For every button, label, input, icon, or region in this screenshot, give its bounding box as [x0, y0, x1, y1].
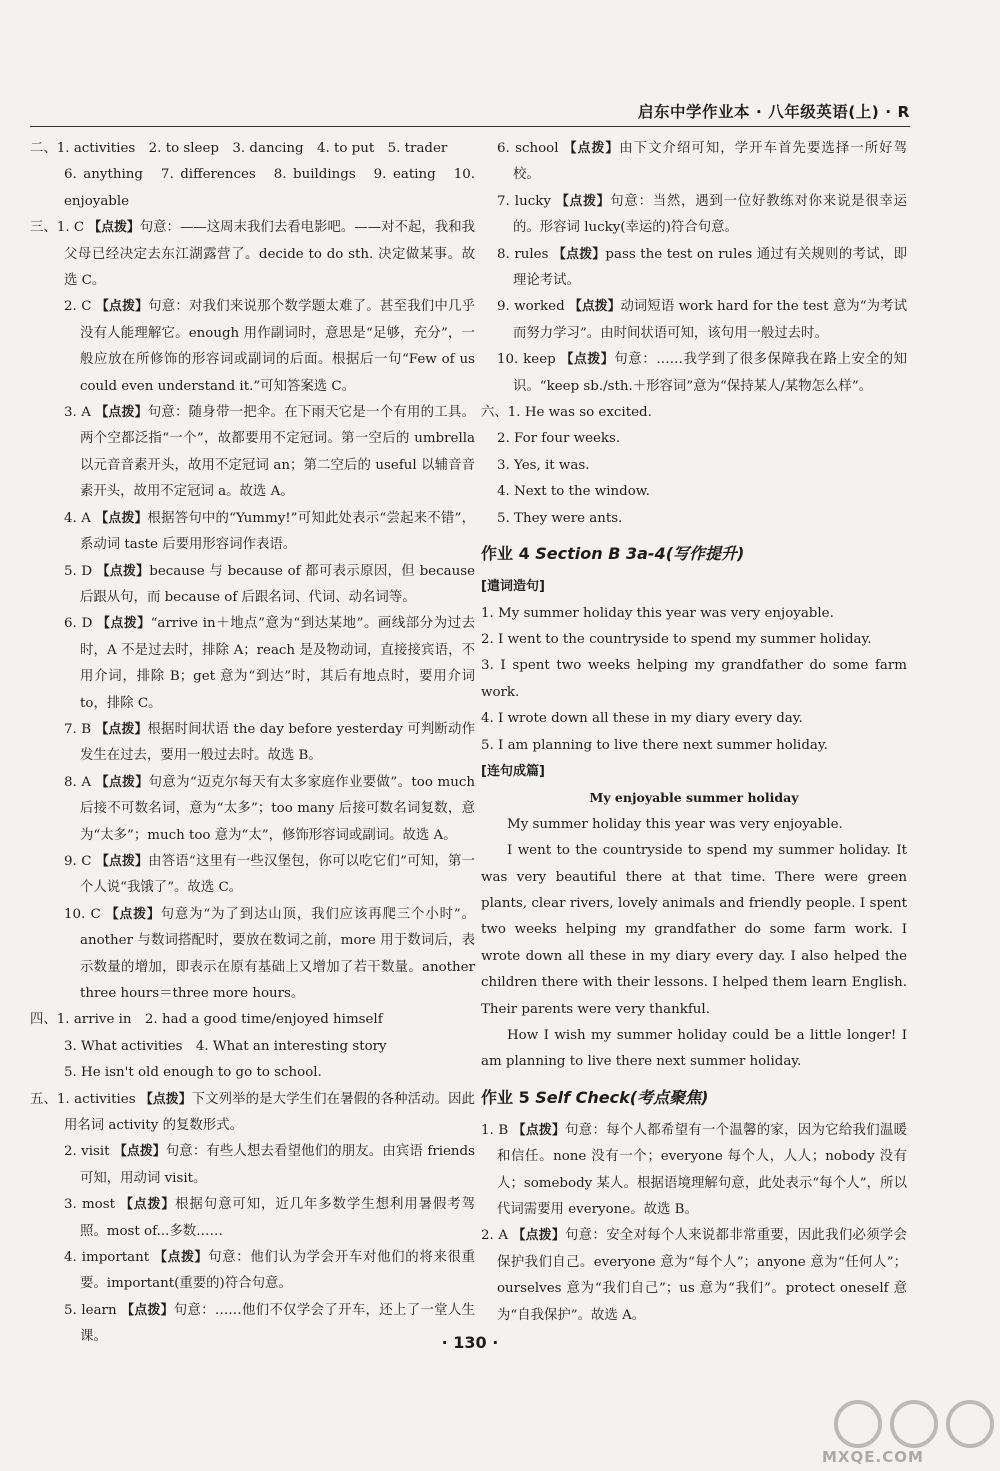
s4-line-1: 四、1. arrive in 2. had a good time/enjoyed himself	[30, 1012, 383, 1028]
s3-item-1: 三、1. C 【点拨】句意：——这周末我们去看电影吧。——对不起，我和我父母已经决定去东江湖露营了。decide to do sth. 决定做某事。故选 C。	[30, 220, 476, 289]
s5-item-10: 10. keep 【点拨】句意：……我学到了很多保障我在路上安全的知识。“keep sb./sth.＋形容词”意为“保持某人/某物怎么样”。	[497, 352, 908, 394]
s5-item-1: 五、1. activities 【点拨】下文列举的是大学生们在暑假的各种活动。因此用名词 activity 的复数形式。	[30, 1091, 476, 1134]
left-column	[30, 136, 475, 1351]
s6-line-3: 3. Yes, it was.	[497, 457, 590, 473]
watermark-logo	[818, 1398, 996, 1468]
essay-paragraph-2: I went to the countryside to spend my summer holiday. It was very beautiful there at that time. There were green plants, clear rivers, lovely animals and friendly people. I spent two weeks helping my grandfather do some farm work. I wrote down all these in my diary every day. I also helped the children there with their lessons. I helped them learn English. Their parents were very thankful.	[481, 843, 907, 1017]
s4-line-3: 5. He isn't old enough to go to school.	[64, 1065, 322, 1081]
watermark-text: MXQE.COM	[822, 1448, 924, 1466]
s6-line-4: 4. Next to the window.	[497, 484, 650, 500]
s3-item-7: 7. B 【点拨】根据时间状语 the day before yesterday 可判断动作发生在过去，要用一般过去时。故选 B。	[64, 721, 475, 764]
s3-item-5: 5. D 【点拨】because 与 because of 都可表示原因，但 because 后跟从句，而 because of 后跟名词、代词、动名词等。	[64, 563, 476, 605]
s5-item-2: 2. visit 【点拨】句意：有些人想去看望他们的朋友。由宾语 friends 可知，用动词 visit。	[64, 1144, 475, 1186]
self-check-item-2: 2. A 【点拨】句意：安全对每个人来说都非常重要，因此我们必须学会保护我们自己。everyone 意为“每个人”；anyone 意为“任何人”；ourselves 意为“我们自己”；us 意为“我们”。protect oneself 意为“自我保护”。故选 A。	[481, 1228, 908, 1323]
essay-title: My enjoyable summer holiday	[589, 790, 799, 806]
s3-item-10: 10. C 【点拨】句意为“为了到达山顶，我们应该再爬三个小时”。another 与数词搭配时，要放在数词之前，more 用于数词后，表示数量的增加，即表示在原有基础上又增加了若干数量。another three hours＝three more hours。	[64, 906, 476, 1001]
header-rule	[30, 126, 910, 127]
watermark-icon	[818, 1398, 996, 1450]
page-number: · 130 ·	[441, 1333, 499, 1352]
s3-item-3: 3. A 【点拨】句意：随身带一把伞。在下雨天它是一个有用的工具。两个空都泛指“一个”，故都要用不定冠词。第一空后的 umbrella 以元音音素开头，故用不定冠词 an；第二空后的 useful 以辅音音素开头，故用不定冠词 a。故选 A。	[64, 405, 475, 500]
essay	[481, 785, 907, 1075]
s5-item-8: 8. rules 【点拨】pass the test on rules 通过有关规则的考试，即理论考试。	[497, 246, 908, 289]
s6-line-5: 5. They were ants.	[497, 510, 623, 526]
page-header: 启东中学作业本 · 八年级英语(上) · R	[638, 103, 910, 121]
s4-line-2: 3. What activities 4. What an interesting story	[64, 1038, 387, 1054]
s5-item-5: 5. learn 【点拨】句意：……他们不仅学会了开车，还上了一堂人生课。	[64, 1302, 476, 1345]
sentence-1: 1. My summer holiday this year was very enjoyable.	[481, 605, 834, 621]
s3-item-9: 9. C 【点拨】由答语“这里有一些汉堡包，你可以吃它们”可知，第一个人说“我饿了”。故选 C。	[64, 853, 475, 896]
self-check-item-1: 1. B 【点拨】句意：每个人都希望有一个温馨的家，因为它给我们温暖和信任。none 没有一个；everyone 每个人，人人；nobody 没有人；somebody 某人。根据语境理解句意，此处表示“每个人”，所以代词需要用 everyone。故选 B。	[481, 1122, 907, 1218]
s3-item-6: 6. D 【点拨】“arrive in＋地点”意为“到达某地”。画线部分为过去时，A 不是过去时，排除 A；reach 是及物动词，直接接宾语，不用介词，排除 B；get 意为“到达”时，其后有地点时，要用介词 to，排除 C。	[64, 616, 475, 711]
tag-sentences: [遣词造句]	[481, 579, 545, 595]
s6-line-2: 2. For four weeks.	[497, 431, 621, 447]
s2-line-2: 6. anything 7. differences 8. buildings 9. eating 10. enjoyable	[64, 167, 475, 209]
s2-line-1: 二、1. activities 2. to sleep 3. dancing 4. to put 5. trader	[30, 141, 448, 156]
s5-item-3: 3. most 【点拨】根据句意可知，近几年多数学生想利用暑假考驾照。most of...多数……	[64, 1197, 476, 1239]
sentence-4: 4. I wrote down all these in my diary every day.	[481, 711, 803, 727]
right-column	[481, 136, 908, 1329]
s3-item-2: 2. C 【点拨】句意：对我们来说那个数学题太难了。甚至我们中几乎没有人能理解它。enough 用作副词时，意思是“足够，充分”，一般应放在所修饰的形容词或副词的后面。根据后一句“Few of us could even understand it.”可知答案选 C。	[64, 299, 475, 394]
essay-paragraph-1: My summer holiday this year was very enjoyable.	[507, 816, 843, 832]
s5-item-7: 7. lucky 【点拨】句意：当然，遇到一位好教练对你来说是很幸运的。形容词 lucky(幸运的)符合句意。	[497, 193, 908, 236]
s6-line-1: 六、1. He was so excited.	[481, 405, 652, 421]
sentence-5: 5. I am planning to live there next summer holiday.	[481, 737, 828, 753]
tag-essay: [连句成篇]	[481, 763, 545, 779]
section-4-title: 作业 4 Section B 3a-4(写作提升)	[481, 544, 745, 564]
s5-item-6: 6. school 【点拨】由下文介绍可知，学开车首先要选择一所好驾校。	[497, 141, 907, 183]
s5-item-9: 9. worked 【点拨】动词短语 work hard for the test 意为“为考试而努力学习”。由时间状语可知，该句用一般过去时。	[497, 299, 908, 341]
section-5-title: 作业 5 Self Check(考点聚焦)	[481, 1087, 709, 1107]
essay-paragraph-3: How I wish my summer holiday could be a little longer! I am planning to live there next summer holiday.	[481, 1028, 907, 1070]
s3-item-4: 4. A 【点拨】根据答句中的“Yummy!”可知此处表示“尝起来不错”，系动词 taste 后要用形容词作表语。	[64, 510, 475, 553]
sentence-3: 3. I spent two weeks helping my grandfather do some farm work.	[481, 658, 907, 700]
s5-item-4: 4. important 【点拨】句意：他们认为学会开车对他们的将来很重要。important(重要的)符合句意。	[64, 1250, 476, 1292]
s3-item-8: 8. A 【点拨】句意为“迈克尔每天有太多家庭作业要做”。too much 后接不可数名词，意为“太多”；too many 后接可数名词复数，意为“太多”；much too 意为“太”，修饰形容词或副词。故选 A。	[64, 774, 476, 843]
sentence-2: 2. I went to the countryside to spend my summer holiday.	[481, 631, 872, 647]
